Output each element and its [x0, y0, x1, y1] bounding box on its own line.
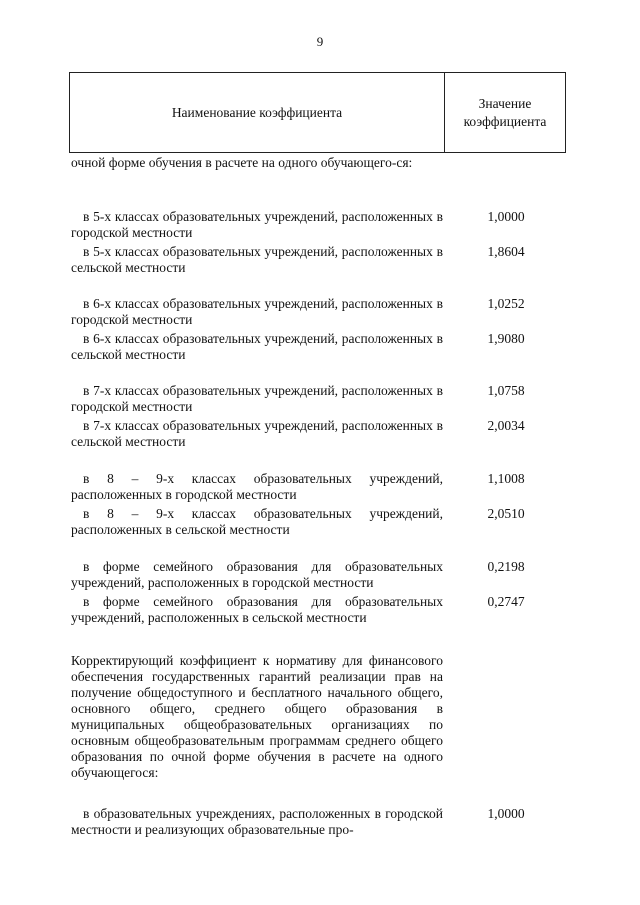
correction-paragraph: Корректирующий коэффициент к нормативу для финансового обеспечения государственных гарантий реализации прав на получение общедоступного и бесплатного начального общего, основного общего, среднего общего образования в муниципальных общеобразовательных организациях по основным общеобразовательным программам среднего общего образования по очной форме обучения в расчете на одного обучающегося:	[71, 653, 443, 780]
intro-text: очной форме обучения в расчете на одного обучающего-ся:	[71, 155, 413, 170]
row-value: 1,0000	[487, 209, 525, 224]
row-value: 1,0252	[487, 296, 525, 311]
row-text: в форме семейного образования для образовательных учреждений, расположенных в сельской местности	[71, 594, 443, 625]
row-text: в форме семейного образования для образовательных учреждений, расположенных в городской местности	[71, 559, 443, 590]
row-text: в 5-х классах образовательных учреждений, расположенных в городской местности	[71, 209, 443, 240]
coefficient-value-header	[445, 73, 565, 152]
row-text: в 5-х классах образовательных учреждений, расположенных в сельской местности	[71, 244, 443, 275]
row-value: 2,0034	[487, 418, 525, 433]
page-number: 9	[316, 34, 324, 49]
row-value: 1,0758	[487, 383, 525, 398]
row-text: в образовательных учреждениях, расположенных в городской местности и реализующих образовательные про-	[71, 806, 443, 837]
row-value: 1,0000	[487, 806, 525, 821]
row-value: 0,2198	[487, 559, 525, 574]
row-text: в 8 – 9-х классах образовательных учреждений, расположенных в сельской местности	[71, 506, 443, 537]
row-text: в 7-х классах образовательных учреждений, расположенных в городской местности	[71, 383, 443, 414]
table-header	[69, 72, 566, 153]
coefficient-value-header-text: Значение коэффициента	[463, 95, 547, 129]
row-text: в 6-х классах образовательных учреждений, расположенных в сельской местности	[71, 331, 443, 362]
row-text: в 8 – 9-х классах образовательных учреждений, расположенных в городской местности	[71, 471, 443, 502]
row-text: в 6-х классах образовательных учреждений, расположенных в городской местности	[71, 296, 443, 327]
row-value: 1,1008	[487, 471, 525, 486]
row-text: в 7-х классах образовательных учреждений, расположенных в сельской местности	[71, 418, 443, 449]
row-value: 1,9080	[487, 331, 525, 346]
row-value: 1,8604	[487, 244, 525, 259]
row-value: 0,2747	[487, 594, 525, 609]
coefficient-name-header: Наименование коэффициента	[171, 104, 343, 120]
row-value: 2,0510	[487, 506, 525, 521]
